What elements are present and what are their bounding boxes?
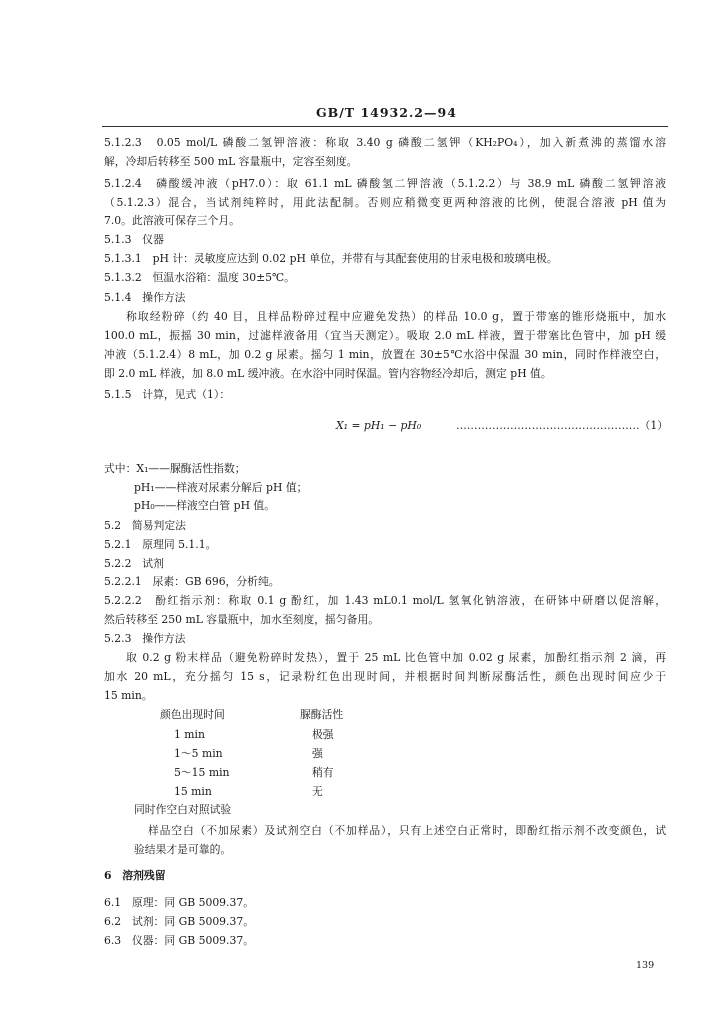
para-5-2-3-line2: 加水 20 mL，充分摇匀 15 s，记录粉红色出现时间，并根据时间判断尿酶活性，颜色出现时间应少于 (104, 670, 666, 683)
para-6-3: 6.3 仪器：同 GB 5009.37。 (104, 934, 255, 947)
heading-5-1-5: 5.1.5 计算，见式（1）： (104, 388, 231, 401)
para-5-1-2-4-line2: （5.1.2.3）混合，当试剂纯粹时，用此法配制。否则应稍微变更两种溶液的比例，使混合溶液 pH 值为 (104, 196, 666, 209)
para-5-2-2-1: 5.2.2.1 尿素：GB 696，分析纯。 (104, 575, 280, 588)
table-row-1-activity: 极强 (312, 728, 334, 741)
formula-1: X₁ = pH₁ − pH₀ (336, 419, 422, 432)
table-row-4-activity: 无 (312, 785, 323, 798)
where-clause-x1: 式中：X₁——脲酶活性指数； (104, 462, 246, 475)
where-clause-ph0: pH₀——样液空白管 pH 值。 (134, 499, 276, 512)
table-row-4-time: 15 min (174, 785, 212, 798)
heading-5-2-3: 5.2.3 操作方法 (104, 632, 186, 645)
blank-control-note: 同时作空白对照试验 (134, 803, 232, 816)
standard-header: GB/T 14932.2—94 (316, 105, 457, 120)
header-rule (102, 126, 668, 127)
table-row-3-activity: 稍有 (312, 766, 334, 779)
blank-control-para-line2: 验结果才是可靠的。 (134, 843, 232, 856)
para-5-2-3-line1: 取 0.2 g 粉末样品（避免粉碎时发热），置于 25 mL 比色管中加 0.02 g 尿素，加酚红指示剂 2 滴，再 (126, 651, 666, 664)
para-5-2-2-2-line2: 然后转移至 250 mL 容量瓶中，加水至刻度，摇匀备用。 (104, 613, 380, 626)
heading-6: 6 溶剂残留 (104, 869, 166, 882)
heading-5-1-4: 5.1.4 操作方法 (104, 291, 186, 304)
heading-5-2-2: 5.2.2 试剂 (104, 557, 164, 570)
para-6-1: 6.1 原理：同 GB 5009.37。 (104, 896, 255, 909)
formula-1-number: ……………………………………………（1） (456, 419, 669, 432)
table-header-time: 颜色出现时间 (160, 708, 225, 721)
table-row-1-time: 1 min (174, 728, 205, 741)
para-6-2: 6.2 试剂：同 GB 5009.37。 (104, 915, 255, 928)
para-5-1-3-1: 5.1.3.1 pH 计：灵敏度应达到 0.02 pH 单位，并带有与其配套使用的甘汞电极和玻璃电极。 (104, 252, 558, 265)
blank-control-para-line1: 样品空白（不加尿素）及试剂空白（不加样品），只有上述空白正常时，即酚红指示剂不改变颜色，试 (148, 824, 666, 837)
table-row-2-activity: 强 (312, 747, 323, 760)
para-5-1-4-line1: 称取经粉碎（约 40 目，且样品粉碎过程中应避免发热）的样品 10.0 g，置于带塞的锥形烧瓶中，加水 (126, 310, 666, 323)
para-5-2-2-2-line1: 5.2.2.2 酚红指示剂：称取 0.1 g 酚红，加 1.43 mL0.1 mol/L 氢氧化钠溶液，在研钵中研磨以促溶解， (104, 594, 666, 607)
page-number: 139 (636, 960, 655, 971)
para-5-1-2-3-line1: 5.1.2.3 0.05 mol/L 磷酸二氢钾溶液：称取 3.40 g 磷酸二氢钾（KH₂PO₄），加入新煮沸的蒸馏水溶 (104, 136, 666, 149)
table-header-activity: 脲酶活性 (300, 708, 344, 721)
heading-5-2: 5.2 简易判定法 (104, 519, 186, 532)
para-5-1-2-4-line3: 7.0。此溶液可保存三个月。 (104, 214, 240, 227)
para-5-1-4-line3: 冲液（5.1.2.4）8 mL，加 0.2 g 尿素。摇匀 1 min，放置在 30±5℃水浴中保温 30 min，同时作样液空白， (104, 348, 666, 361)
table-row-3-time: 5～15 min (174, 766, 230, 779)
where-clause-ph1: pH₁——样液对尿素分解后 pH 值； (134, 481, 308, 494)
para-5-2-3-line3: 15 min。 (104, 689, 153, 702)
table-row-2-time: 1～5 min (174, 747, 223, 760)
para-5-1-2-4-line1: 5.1.2.4 磷酸缓冲液（pH7.0）：取 61.1 mL 磷酸氢二钾溶液（5.1.2.2）与 38.9 mL 磷酸二氢钾溶液 (104, 177, 666, 190)
para-5-1-3-2: 5.1.3.2 恒温水浴箱：温度 30±5℃。 (104, 271, 295, 284)
para-5-1-4-line2: 100.0 mL，振摇 30 min，过滤样液备用（宜当天测定）。吸取 2.0 mL 样液，置于带塞比色管中，加 pH 缓 (104, 329, 666, 342)
para-5-1-4-line4: 即 2.0 mL 样液，加 8.0 mL 缓冲液。在水浴中同时保温。管内容物经冷却后，测定 pH 值。 (104, 367, 552, 380)
para-5-1-2-3-line2: 解，冷却后转移至 500 mL 容量瓶中，定容至刻度。 (104, 155, 358, 168)
heading-5-1-3: 5.1.3 仪器 (104, 233, 164, 246)
para-5-2-1: 5.2.1 原理同 5.1.1。 (104, 538, 217, 551)
